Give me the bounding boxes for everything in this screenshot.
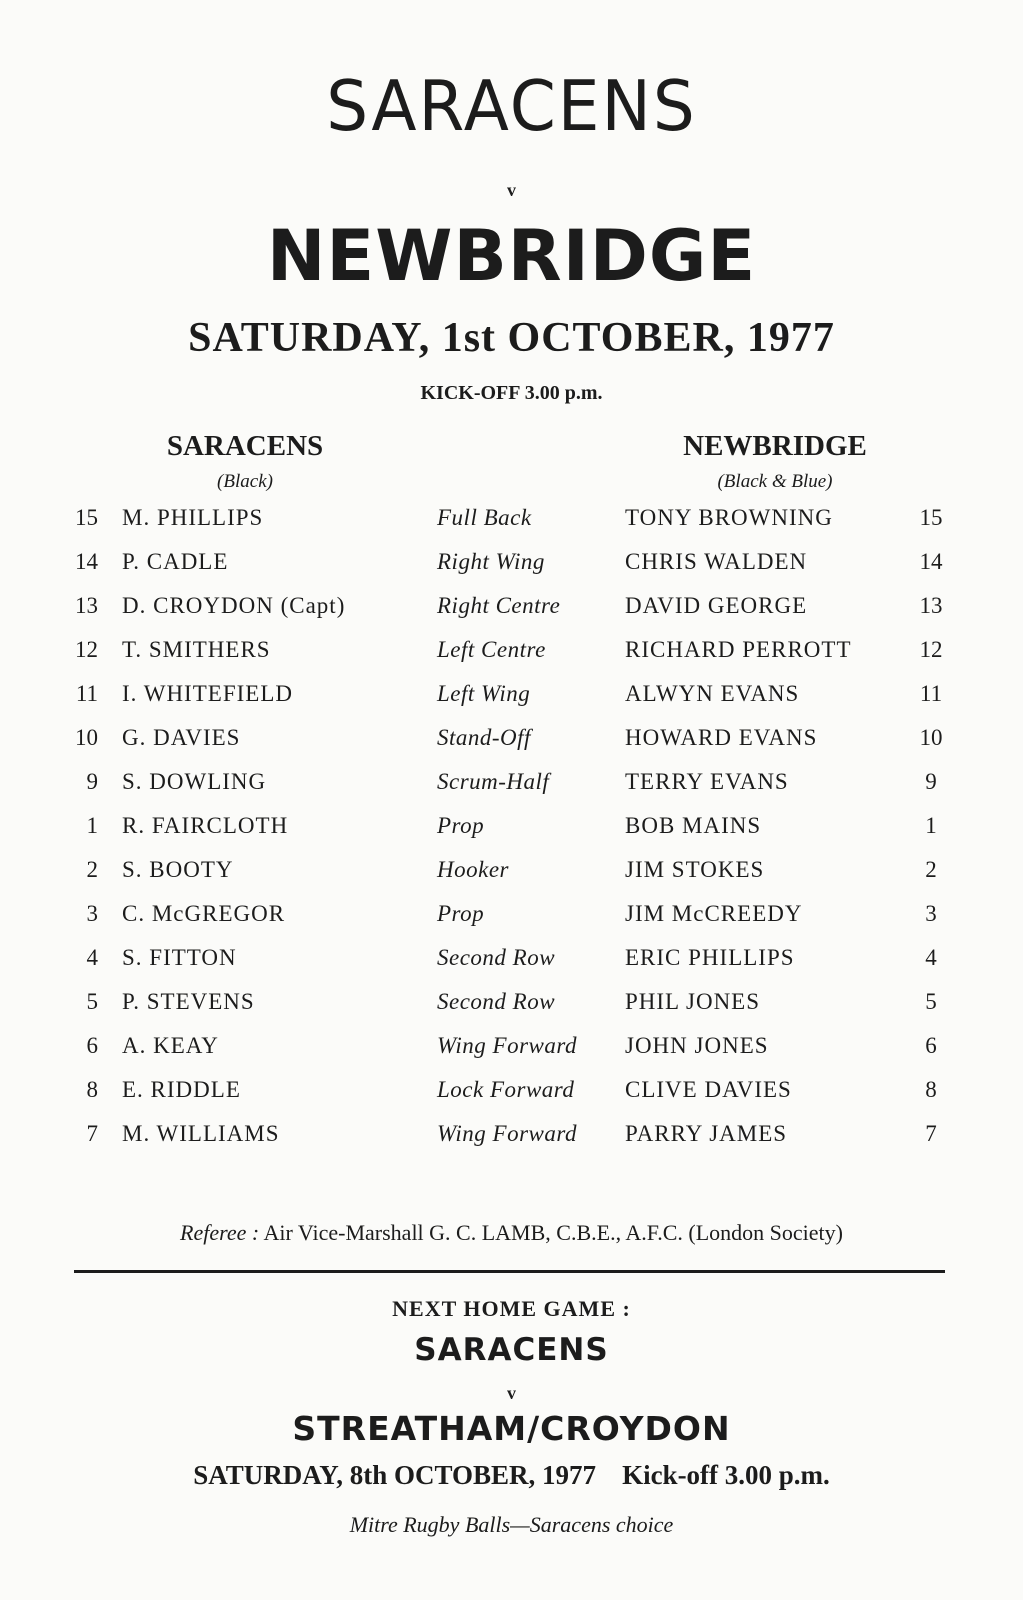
away-shirt-number: 14 xyxy=(919,549,943,574)
away-shirt-number: 6 xyxy=(925,1033,937,1058)
position-label: Stand-Off xyxy=(437,725,531,750)
home-player-name: P. STEVENS xyxy=(122,989,255,1014)
away-team-colours: (Black & Blue) xyxy=(717,471,833,492)
away-shirt-number: 10 xyxy=(919,725,943,750)
away-player-name: JIM McCREEDY xyxy=(625,901,803,926)
kickoff-time: KICK-OFF 3.00 p.m. xyxy=(420,382,603,404)
position-label: Scrum-Half xyxy=(437,769,550,794)
home-shirt-number: 9 xyxy=(86,769,98,794)
position-label: Prop xyxy=(437,901,485,926)
home-shirt-number: 4 xyxy=(86,945,98,970)
away-player-name: DAVID GEORGE xyxy=(625,593,808,618)
match-date: SATURDAY, 1st OCTOBER, 1977 xyxy=(188,315,835,361)
away-shirt-number: 11 xyxy=(919,681,943,706)
position-label: Lock Forward xyxy=(437,1077,575,1102)
home-shirt-number: 5 xyxy=(86,989,98,1014)
away-player-name: TERRY EVANS xyxy=(625,769,789,794)
next-game-date: SATURDAY, 8th OCTOBER, 1977 xyxy=(193,1460,597,1490)
away-player-name: BOB MAINS xyxy=(625,813,762,838)
lineup-row xyxy=(0,901,1023,945)
home-shirt-number: 14 xyxy=(75,549,98,574)
position-label: Left Wing xyxy=(437,681,531,706)
away-shirt-number: 1 xyxy=(925,813,937,838)
next-game-date-line xyxy=(0,1460,1023,1491)
away-shirt-number: 5 xyxy=(925,989,937,1014)
section-divider xyxy=(74,1270,945,1273)
home-player-name: G. DAVIES xyxy=(122,725,241,750)
home-player-name: R. FAIRCLOTH xyxy=(122,813,289,838)
home-player-name: S. DOWLING xyxy=(122,769,267,794)
next-home-game-label: NEXT HOME GAME : xyxy=(392,1296,631,1321)
position-label: Right Centre xyxy=(437,593,561,618)
home-team-title: SARACENS xyxy=(326,66,697,147)
home-shirt-number: 1 xyxy=(86,813,98,838)
home-shirt-number: 10 xyxy=(75,725,98,750)
lineup-row xyxy=(0,857,1023,901)
home-player-name: D. CROYDON (Capt) xyxy=(122,593,346,618)
lineup-row xyxy=(0,725,1023,769)
away-team-title: NEWBRIDGE xyxy=(266,215,757,297)
lineup-row xyxy=(0,505,1023,549)
away-player-name: CHRIS WALDEN xyxy=(625,549,808,574)
home-player-name: M. WILLIAMS xyxy=(122,1121,280,1146)
referee-name: Air Vice-Marshall G. C. LAMB, C.B.E., A.F.C. (London Society) xyxy=(263,1220,843,1245)
lineup-row xyxy=(0,593,1023,637)
away-player-name: JIM STOKES xyxy=(625,857,765,882)
position-label: Wing Forward xyxy=(437,1121,577,1146)
away-shirt-number: 15 xyxy=(919,505,943,530)
lineup-row xyxy=(0,1033,1023,1077)
lineup-row xyxy=(0,681,1023,725)
away-player-name: JOHN JONES xyxy=(625,1033,769,1058)
versus-label: v xyxy=(507,180,516,200)
home-player-name: E. RIDDLE xyxy=(122,1077,241,1102)
away-shirt-number: 8 xyxy=(925,1077,937,1102)
home-player-name: T. SMITHERS xyxy=(122,637,271,662)
away-player-name: CLIVE DAVIES xyxy=(625,1077,792,1102)
referee-label: Referee : xyxy=(180,1220,260,1245)
home-shirt-number: 7 xyxy=(86,1121,98,1146)
lineup-row xyxy=(0,1121,1023,1165)
sponsor-footer: Mitre Rugby Balls—Saracens choice xyxy=(349,1512,674,1537)
lineup-row xyxy=(0,945,1023,989)
position-label: Hooker xyxy=(437,857,509,882)
home-shirt-number: 2 xyxy=(86,857,98,882)
next-home-team: SARACENS xyxy=(414,1332,609,1368)
home-team-heading: SARACENS xyxy=(166,430,324,462)
home-shirt-number: 15 xyxy=(75,505,98,530)
next-versus-label: v xyxy=(507,1383,516,1403)
team-lineup-table xyxy=(0,505,1023,1165)
home-shirt-number: 6 xyxy=(86,1033,98,1058)
away-player-name: ERIC PHILLIPS xyxy=(625,945,795,970)
referee-line xyxy=(0,1220,1023,1246)
home-shirt-number: 3 xyxy=(86,901,98,926)
away-shirt-number: 13 xyxy=(919,593,943,618)
home-team-colours: (Black) xyxy=(217,471,273,492)
lineup-row xyxy=(0,769,1023,813)
away-player-name: RICHARD PERROTT xyxy=(625,637,852,662)
away-player-name: TONY BROWNING xyxy=(625,505,833,530)
lineup-row xyxy=(0,813,1023,857)
lineup-row xyxy=(0,637,1023,681)
next-away-team: STREATHAM/CROYDON xyxy=(292,1409,731,1448)
home-shirt-number: 13 xyxy=(75,593,98,618)
home-player-name: S. BOOTY xyxy=(122,857,234,882)
home-player-name: M. PHILLIPS xyxy=(122,505,264,530)
position-label: Right Wing xyxy=(437,549,545,574)
home-shirt-number: 8 xyxy=(86,1077,98,1102)
away-team-heading: NEWBRIDGE xyxy=(683,430,867,462)
away-shirt-number: 9 xyxy=(925,769,937,794)
position-label: Wing Forward xyxy=(437,1033,577,1058)
away-shirt-number: 12 xyxy=(919,637,943,662)
away-player-name: ALWYN EVANS xyxy=(625,681,800,706)
lineup-row xyxy=(0,989,1023,1033)
away-player-name: PARRY JAMES xyxy=(625,1121,788,1146)
home-player-name: P. CADLE xyxy=(122,549,229,574)
away-shirt-number: 4 xyxy=(925,945,937,970)
home-shirt-number: 12 xyxy=(75,637,98,662)
away-player-name: PHIL JONES xyxy=(625,989,761,1014)
home-player-name: A. KEAY xyxy=(122,1033,219,1058)
home-shirt-number: 11 xyxy=(75,681,98,706)
home-player-name: I. WHITEFIELD xyxy=(122,681,293,706)
position-label: Second Row xyxy=(437,945,556,970)
next-game-kickoff: Kick-off 3.00 p.m. xyxy=(622,1460,830,1490)
away-shirt-number: 2 xyxy=(925,857,937,882)
home-player-name: C. McGREGOR xyxy=(122,901,286,926)
home-player-name: S. FITTON xyxy=(122,945,237,970)
position-label: Prop xyxy=(437,813,485,838)
lineup-row xyxy=(0,1077,1023,1121)
away-shirt-number: 7 xyxy=(925,1121,937,1146)
away-player-name: HOWARD EVANS xyxy=(625,725,818,750)
lineup-row xyxy=(0,549,1023,593)
away-shirt-number: 3 xyxy=(925,901,937,926)
position-label: Full Back xyxy=(437,505,532,530)
position-label: Second Row xyxy=(437,989,556,1014)
position-label: Left Centre xyxy=(437,637,546,662)
